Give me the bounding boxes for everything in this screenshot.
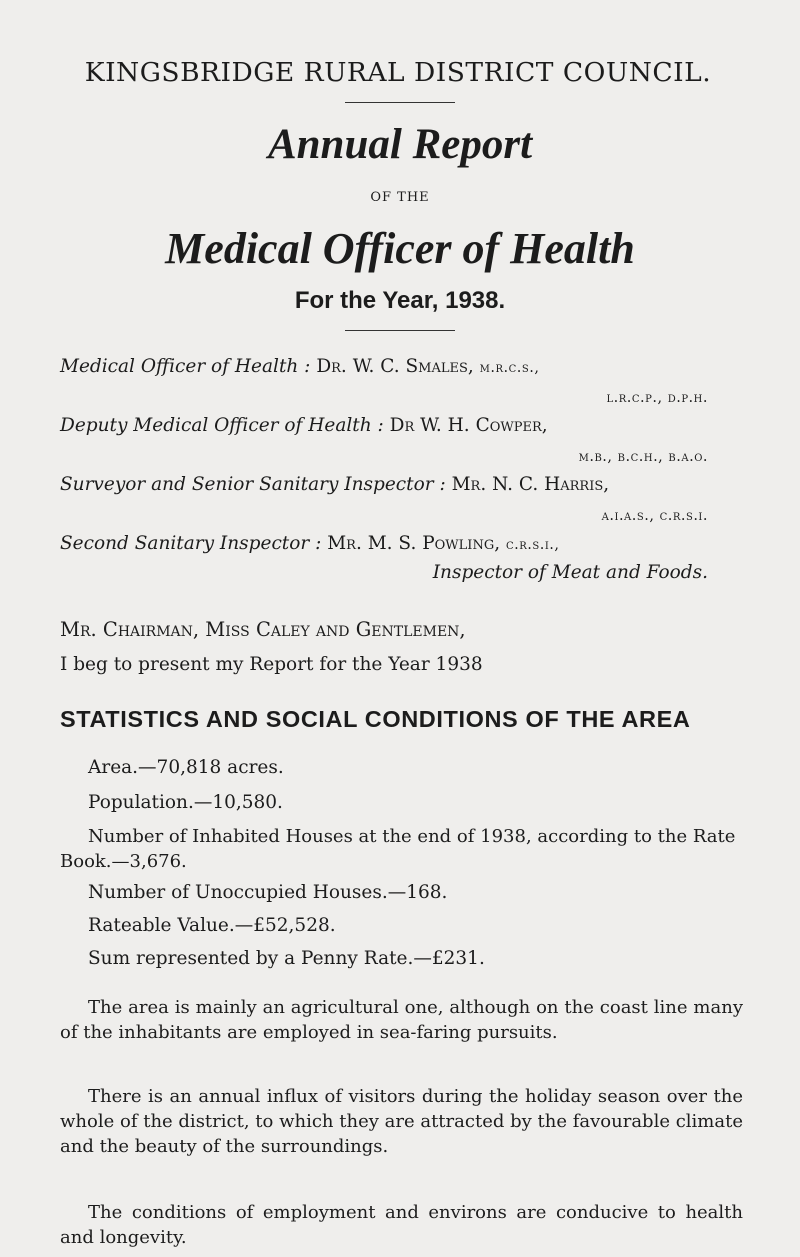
staff-name: Dr W. H. Cowper, <box>389 415 548 436</box>
staff-role: Deputy Medical Officer of Health : <box>60 415 384 436</box>
staff-second-inspector-extra: Inspector of Meat and Foods. <box>432 562 708 583</box>
staff-name: Mr. N. C. Harris, <box>451 474 610 495</box>
staff-moh-quals-cont <box>607 386 709 407</box>
staff-surveyor <box>60 474 609 495</box>
paragraph-area: The area is mainly an agricultural one, although on the coast line many of the inhabitants are employed in sea-faring pursuits. <box>60 997 743 1043</box>
paragraph-visitors: There is an annual influx of visitors during the holiday season over the whole of the district, to which they are attracted by the favourable climate and the beauty of the surroundings. <box>60 1086 743 1157</box>
paragraph-conditions: The conditions of employment and environs are conducive to health and longevity. <box>60 1202 743 1248</box>
officer-title: Medical Officer of Health <box>165 224 635 273</box>
stat-penny-rate: Sum represented by a Penny Rate.—£231. <box>88 948 485 969</box>
staff-role: Medical Officer of Health : <box>60 356 311 377</box>
stat-rateable: Rateable Value.—£52,528. <box>88 915 336 936</box>
staff-role: Second Sanitary Inspector : <box>60 533 322 554</box>
staff-name: Mr. M. S. Powling, <box>327 533 501 554</box>
stat-area <box>60 757 284 778</box>
staff-quals: m.b., b.c.h., b.a.o. <box>578 449 708 465</box>
staff-deputy <box>60 415 548 436</box>
staff-deputy-quals <box>579 445 708 466</box>
stat-population: Population.—10,580. <box>88 792 283 813</box>
year-line: For the Year, 1938. <box>294 287 506 314</box>
staff-role: Surveyor and Senior Sanitary Inspector : <box>60 474 446 495</box>
salutation: Mr. Chairman, Miss Caley and Gentlemen, <box>60 618 466 641</box>
staff-name: Dr. W. C. Smales, <box>316 356 474 377</box>
divider-top <box>345 102 455 103</box>
staff-quals: l.r.c.p., d.p.h. <box>606 390 708 406</box>
section-heading: STATISTICS AND SOCIAL CONDITIONS OF THE AREA <box>60 706 691 732</box>
stat-inhabited-houses: Number of Inhabited Houses at the end of 1938, according to the Rate Book.—3,676. <box>60 826 736 872</box>
stat-area-text: Area.—70,818 acres. <box>88 757 284 778</box>
staff-quals: a.i.a.s., c.r.s.i. <box>601 508 708 524</box>
staff-surveyor-quals <box>602 504 708 525</box>
stat-unoccupied: Number of Unoccupied Houses.—168. <box>88 882 448 903</box>
staff-second-inspector <box>60 533 560 554</box>
report-title: Annual Report <box>267 121 533 168</box>
staff-quals: c.r.s.i., <box>505 537 560 553</box>
intro-line: I beg to present my Report for the Year 1938 <box>60 654 483 675</box>
divider-middle <box>345 330 455 331</box>
staff-quals: m.r.c.s., <box>479 360 540 376</box>
council-title: KINGSBRIDGE RURAL DISTRICT COUNCIL. <box>84 57 712 88</box>
of-the-label: OF THE <box>370 190 430 205</box>
staff-moh <box>60 356 540 377</box>
